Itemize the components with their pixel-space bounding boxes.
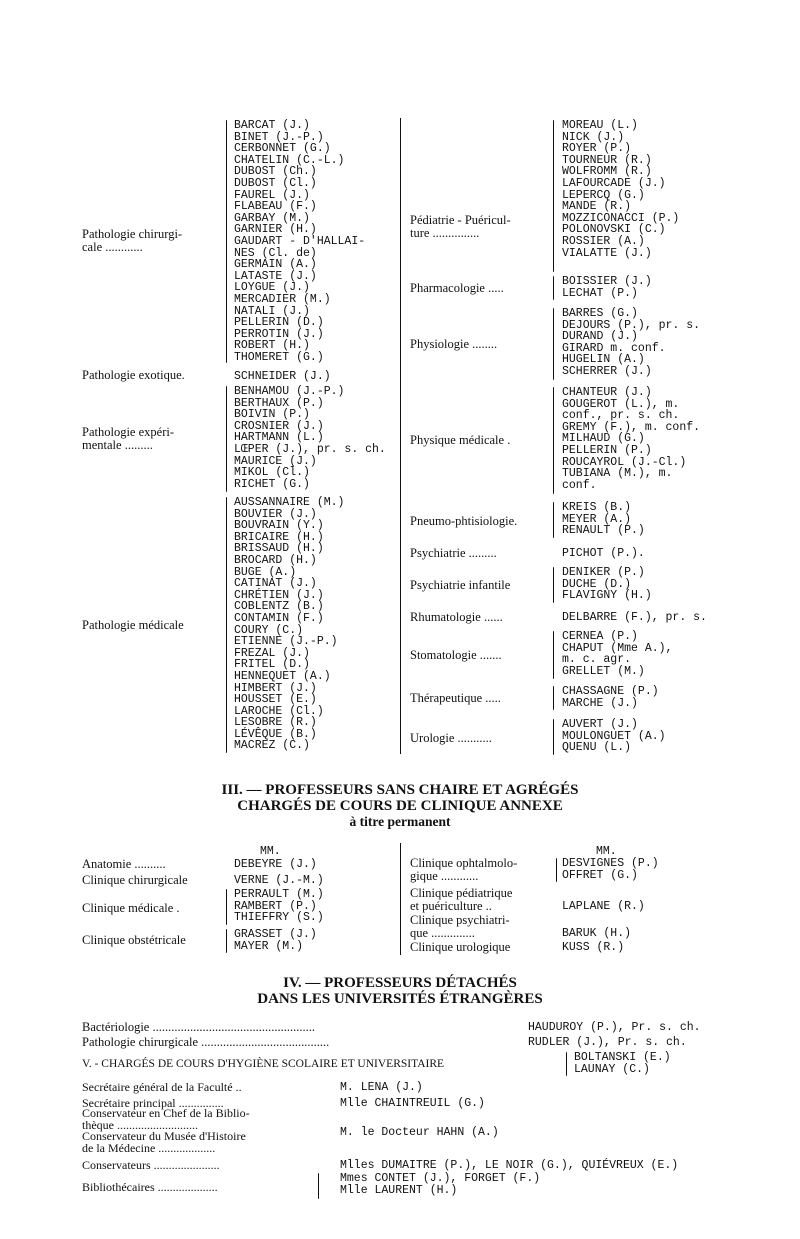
name-entry: LEPERCQ (G.) <box>562 188 645 202</box>
name-entry: DUCHE (D.) <box>562 577 632 591</box>
name-entry: FAUREL (J.) <box>234 188 310 202</box>
name-entry: DELBARRE (F.), pr. s. <box>562 611 707 624</box>
name-entry: SCHNEIDER (J.) <box>234 370 331 383</box>
clinic-label: Anatomie .......... <box>82 857 166 871</box>
name-entry: CERBONNET (G.) <box>234 142 331 156</box>
admin-value: M. LENA (J.) <box>340 1081 423 1094</box>
name-entry: BUGE (A.) <box>234 565 297 579</box>
name-entry: GREMY (F.), m. conf. <box>562 420 701 434</box>
detached-label: Pathologie chirurgicale ......................................... <box>82 1035 330 1049</box>
name-entry: m. c. agr. <box>562 653 632 667</box>
name-entry: THOMERET (G.) <box>234 350 324 364</box>
name-entry: WOLFROMM (R.) <box>562 165 652 179</box>
name-entry: POLONOVSKI (C.) <box>562 223 666 237</box>
name-list <box>562 612 707 624</box>
specialty-label: Pneumo-phtisiologie. <box>410 514 518 528</box>
name-list <box>234 120 365 363</box>
column-divider <box>400 843 401 955</box>
section-heading <box>0 975 800 1007</box>
name-list <box>562 387 700 491</box>
name-entry: PERROTIN (J.) <box>234 327 324 341</box>
specialty-label: Urologie ........... <box>410 731 492 745</box>
name-entry: CHRÉTIEN (J.) <box>234 588 324 602</box>
clinic-names <box>562 858 659 881</box>
name-entry: GRASSET (J.) <box>234 928 317 941</box>
name-entry: HOUSSET (E.) <box>234 693 317 707</box>
specialty-label: Physiologie ........ <box>410 337 498 351</box>
name-entry: DESVIGNES (P.) <box>562 857 659 870</box>
name-entry: HENNEQUET (A.) <box>234 669 331 683</box>
name-entry: LŒPER (J.), pr. s. ch. <box>234 442 386 456</box>
specialty-label: Psychiatrie ......... <box>410 546 497 560</box>
detached-value: HAUDUROY (P.), Pr. s. ch. <box>528 1021 701 1034</box>
name-entry: OFFRET (G.) <box>562 868 638 882</box>
brace <box>226 889 227 925</box>
name-entry: BOUVIER (J.) <box>234 507 317 521</box>
name-entry: BARCAT (J.) <box>234 119 310 132</box>
name-entry: THIEFFRY (S.) <box>234 911 324 925</box>
name-entry: GAUDART - D'HALLAI- <box>234 234 366 248</box>
name-entry: PERRAULT (M.) <box>234 888 324 901</box>
section-heading <box>0 782 800 830</box>
detached-value: RUDLER (J.), Pr. s. ch. <box>528 1036 687 1049</box>
name-entry: BROCARD (H.) <box>234 553 317 567</box>
name-entry: LECHAT (P.) <box>562 286 638 300</box>
name-entry: HIMBERT (J.) <box>234 681 317 695</box>
admin-value: M. le Docteur HAHN (A.) <box>340 1126 499 1139</box>
name-entry: SCHERRER (J.) <box>562 364 652 378</box>
name-entry: MEYER (A.) <box>562 512 632 526</box>
brace <box>553 567 554 603</box>
name-entry: BERTHAUX (P.) <box>234 396 324 410</box>
name-list <box>562 719 666 754</box>
name-entry: ROYER (P.) <box>562 142 632 156</box>
name-entry: ROUCAYROL (J.-Cl.) <box>562 455 687 469</box>
name-list <box>562 276 652 299</box>
name-entry: DENIKER (P.) <box>562 566 645 579</box>
name-list <box>234 386 386 490</box>
name-entry: RENAULT (P.) <box>562 524 645 538</box>
name-entry: QUENU (L.) <box>562 741 632 755</box>
name-entry: LESOBRE (R.) <box>234 716 317 730</box>
name-entry: FLAVIGNY (H.) <box>562 589 652 603</box>
brace <box>226 497 227 753</box>
brace <box>553 276 554 300</box>
name-list <box>562 548 645 560</box>
name-entry: ETIENNE (J.-P.) <box>234 635 338 649</box>
clinic-label: Clinique ophtalmolo- gique ............ <box>410 856 518 883</box>
clinic-label: Clinique psychiatri- que .............. <box>410 913 510 940</box>
clinic-names <box>234 889 324 924</box>
section4-subtitle: DANS LES UNIVERSITÉS ÉTRANGÈRES <box>257 991 543 1007</box>
mm-label: MM. <box>596 845 617 858</box>
column-divider <box>400 118 401 754</box>
clinic-label: Clinique urologique <box>410 940 511 954</box>
specialty-label: Pathologie chirurgi- cale ............ <box>82 227 183 254</box>
specialty-label: Pathologie expéri- mentale ......... <box>82 425 174 452</box>
name-entry: NES (Cl. de) <box>234 246 317 260</box>
brace <box>553 502 554 538</box>
clinic-label: Clinique chirurgicale <box>82 873 188 887</box>
name-entry: DUBOST (Cl.) <box>234 176 317 190</box>
name-entry: BOUVRAIN (Y.) <box>234 519 324 533</box>
name-entry: CHATELIN (C.-L.) <box>234 153 345 167</box>
name-list <box>234 371 331 383</box>
admin-value: Mlle CHAINTREUIL (G.) <box>340 1097 485 1110</box>
name-entry: NICK (J.) <box>562 130 625 144</box>
name-entry: CATINAT (J.) <box>234 577 317 591</box>
brace <box>553 631 554 679</box>
name-entry: GOUGEROT (L.), m. <box>562 397 680 411</box>
name-entry: CONTAMIN (F.) <box>234 611 324 625</box>
name-entry: BOISSIER (J.) <box>562 275 652 288</box>
name-entry: CHANTEUR (J.) <box>562 386 652 399</box>
brace <box>226 929 227 953</box>
name-entry: BENHAMOU (J.-P.) <box>234 385 345 398</box>
clinic-label: Clinique médicale . <box>82 901 180 915</box>
name-entry: MOULONGUET (A.) <box>562 729 666 743</box>
section3-subtitle: CHARGÉS DE COURS DE CLINIQUE ANNEXE <box>237 798 563 814</box>
name-entry: MAYER (M.) <box>234 939 304 953</box>
admin-value: Mmes CONTET (J.), FORGET (F.) Mlle LAURENT (H.) <box>340 1172 541 1197</box>
name-entry: FRITEL (D.) <box>234 658 310 672</box>
clinic-names <box>562 900 645 913</box>
name-entry: COBLENTZ (B.) <box>234 600 324 614</box>
name-entry: TOURNEUR (R.) <box>562 153 652 167</box>
name-entry: TUBIANA (M.), m. <box>562 467 673 481</box>
name-entry: LATASTE (J.) <box>234 269 317 283</box>
brace <box>553 308 554 380</box>
clinic-label: Clinique obstétricale <box>82 933 186 947</box>
name-entry: MILHAUD (G.) <box>562 432 645 446</box>
specialty-label: Pharmacologie ..... <box>410 281 504 295</box>
name-entry: conf., pr. s. ch. <box>562 409 680 423</box>
name-entry: GARBAY (M.) <box>234 211 310 225</box>
name-entry: ROSSIER (A.) <box>562 234 645 248</box>
name-entry: MIKOL (Cl.) <box>234 466 310 480</box>
name-entry: MACREZ (C.) <box>234 739 310 753</box>
name-entry: PELLERIN (P.) <box>562 443 652 457</box>
specialty-label: Pathologie médicale <box>82 618 184 632</box>
section3-title: III. — PROFESSEURS SANS CHAIRE ET AGRÉGÉS <box>221 782 579 798</box>
name-entry: HUGELIN (A.) <box>562 353 645 367</box>
name-entry: MARCHE (J.) <box>562 696 638 710</box>
name-entry: LAFOURCADE (J.) <box>562 176 666 190</box>
name-entry: DUBOST (Ch.) <box>234 165 317 179</box>
clinic-names <box>562 927 631 940</box>
specialty-label: Stomatologie ....... <box>410 648 502 662</box>
name-entry: KREIS (B.) <box>562 501 632 514</box>
name-entry: PICHOT (P.). <box>562 547 645 560</box>
name-list <box>234 497 344 752</box>
detached-label: Bactériologie .................................................... <box>82 1020 315 1034</box>
name-entry: LAUNAY (C.) <box>574 1062 650 1076</box>
name-entry: BRISSAUD (H.) <box>234 542 324 556</box>
brace <box>553 686 554 710</box>
clinic-names <box>234 874 324 887</box>
name-list <box>562 308 700 378</box>
name-list <box>562 631 672 677</box>
name-entry: RICHET (G.) <box>234 477 310 491</box>
name-list <box>562 502 645 537</box>
name-entry: BARRES (G.) <box>562 307 638 320</box>
brace <box>566 1052 567 1076</box>
specialty-label: Thérapeutique ..... <box>410 691 501 705</box>
name-entry: AUVERT (J.) <box>562 718 638 731</box>
name-entry: CHASSAGNE (P.) <box>562 685 659 698</box>
name-entry: LOYGUE (J.) <box>234 281 310 295</box>
admin-label: Secrétaire général de la Faculté .. <box>82 1080 242 1094</box>
name-entry: RAMBERT (P.) <box>234 899 317 913</box>
name-entry: FREZAL (J.) <box>234 646 310 660</box>
specialty-label: Rhumatologie ...... <box>410 610 503 624</box>
name-entry: CERNEA (P.) <box>562 630 638 643</box>
brace <box>556 858 557 882</box>
name-entry: PELLERIN (D.) <box>234 316 324 330</box>
admin-label: Secrétaire principal ............... <box>82 1096 224 1110</box>
admin-label: Conservateurs ...................... <box>82 1158 220 1172</box>
name-entry: GRELLET (M.) <box>562 664 645 678</box>
specialty-label: Physique médicale . <box>410 433 511 447</box>
brace <box>318 1173 319 1199</box>
brace <box>553 719 554 755</box>
name-entry: AUSSANNAIRE (M.) <box>234 496 345 509</box>
name-entry: GARNIER (H.) <box>234 223 317 237</box>
clinic-names <box>562 941 624 954</box>
name-entry: FLABEAU (F.) <box>234 200 317 214</box>
brace <box>226 386 227 492</box>
brace <box>553 120 554 272</box>
admin-value: Mlles DUMAITRE (P.), LE NOIR (G.), QUIÉVREUX (E.) <box>340 1159 679 1172</box>
name-list <box>562 686 659 709</box>
brace <box>226 120 227 363</box>
admin-label: Conservateur en Chef de la Biblio- thèque ........................... Conservateur du Musée d'Histoire de la Médecine ................... <box>82 1106 250 1155</box>
name-entry: KUSS (R.) <box>562 941 625 954</box>
name-entry: MAURICE (J.) <box>234 454 317 468</box>
mm-label: MM. <box>260 845 281 858</box>
name-entry: COURY (C.) <box>234 623 304 637</box>
name-entry: DURAND (J.) <box>562 330 638 344</box>
name-entry: MANDE (R.) <box>562 200 632 214</box>
name-entry: VIALATTE (J.) <box>562 246 652 260</box>
brace <box>553 387 554 494</box>
name-entry: CHAPUT (Mme A.), <box>562 641 673 655</box>
specialty-label: Psychiatrie infantile <box>410 578 511 592</box>
name-entry: BOLTANSKI (E.) <box>574 1051 671 1064</box>
specialty-label: Pédiatrie - Puéricul- ture ............... <box>410 213 511 240</box>
section3-subtitle2: à titre permanent <box>349 814 451 829</box>
section4-title: IV. — PROFESSEURS DÉTACHÉS <box>283 975 517 991</box>
clinic-names <box>234 858 317 871</box>
name-entry: MERCADIER (M.) <box>234 292 331 306</box>
name-entry: MOZZICONACCI (P.) <box>562 211 680 225</box>
name-list <box>562 567 652 602</box>
specialty-label: Pathologie exotique. <box>82 368 185 382</box>
clinic-label: Clinique pédiatrique et puériculture .. <box>410 886 513 913</box>
name-entry: LÉVÊQUE (B.) <box>234 727 317 741</box>
clinic-names <box>234 929 317 952</box>
name-entry: NATALI (J.) <box>234 304 310 318</box>
name-entry: VERNE (J.-M.) <box>234 874 324 887</box>
name-entry: conf. <box>562 478 597 492</box>
name-entry: BINET (J.-P.) <box>234 130 324 144</box>
name-entry: DEBEYRE (J.) <box>234 858 317 871</box>
name-list <box>562 120 679 259</box>
name-entry: DEJOURS (P.), pr. s. <box>562 318 701 332</box>
name-entry: BRICAIRE (H.) <box>234 530 324 544</box>
name-entry: BOIVIN (P.) <box>234 408 310 422</box>
name-entry: LAPLANE (R.) <box>562 900 645 913</box>
admin-label: Bibliothécaires .................... <box>82 1180 218 1194</box>
name-entry: HARTMANN (L.) <box>234 431 324 445</box>
section5-title: V. - CHARGÉS DE COURS D'HYGIÈNE SCOLAIRE ET UNIVERSITAIRE <box>82 1058 445 1070</box>
name-entry: MOREAU (L.) <box>562 119 638 132</box>
name-entry: GIRARD m. conf. <box>562 341 666 355</box>
name-entry: BARUK (H.) <box>562 927 632 940</box>
name-entry: CROSNIER (J.) <box>234 419 324 433</box>
name-entry: GERMAIN (A.) <box>234 258 317 272</box>
name-entry: LAROCHE (Cl.) <box>234 704 324 718</box>
name-entry: ROBERT (H.) <box>234 339 310 353</box>
section5-names <box>574 1052 671 1075</box>
